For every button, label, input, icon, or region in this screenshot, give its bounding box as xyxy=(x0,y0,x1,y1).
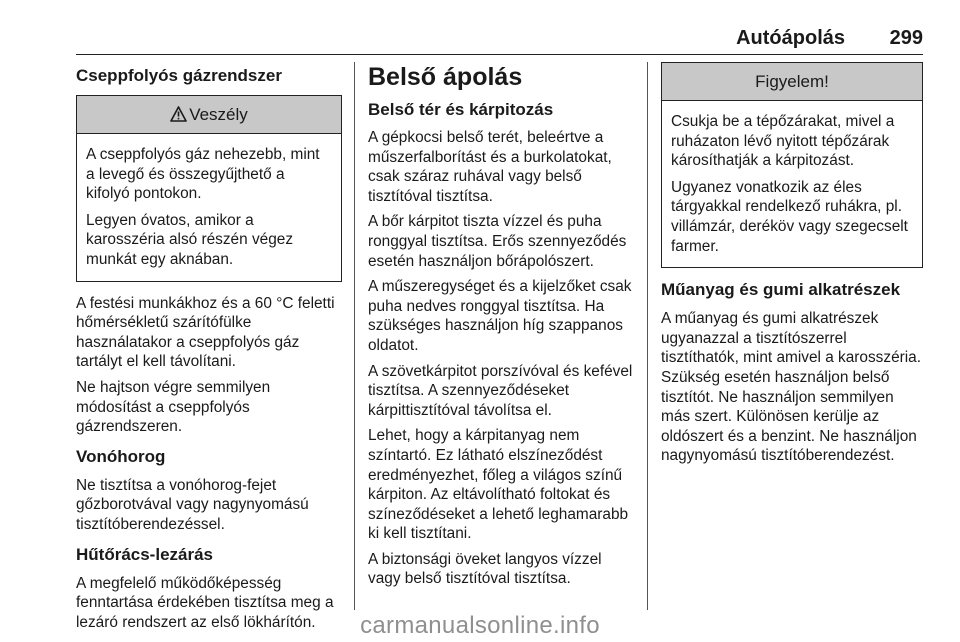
danger-box-title: Veszély xyxy=(189,105,248,124)
caution-text: Ugyanez vonatkozik az éles tárgyakkal rendelkező ruhákra, pl. villámzár, deréköv vagy szegecselt farmer. xyxy=(671,178,908,255)
column-divider xyxy=(647,62,648,610)
danger-text: A cseppfolyós gáz nehezebb, mint a levegő és összegyűjthető a kifolyó pontokon. xyxy=(86,146,320,203)
heading-tow-bar: Vonóhorog xyxy=(76,446,166,466)
paragraph: Ne tisztítsa a vonóhorog-fejet gőzborotvával vagy nagynyomású tisztítóberendezéssel. xyxy=(76,476,309,533)
section-title: Autóápolás xyxy=(736,27,845,49)
paragraph: A műszeregységet és a kijelzőket csak puha nedves ronggyal tisztítsa. Ha szükséges használjon híg szappanos oldatot. xyxy=(368,278,632,354)
subheading-interior-upholstery: Belső tér és kárpitozás xyxy=(368,100,554,119)
heading-lpg-system: Cseppfolyós gázrendszer xyxy=(76,66,282,85)
heading-grille-shutter: Hűtőrács-lezárás xyxy=(76,544,214,564)
paragraph: A megfelelő működőképesség fenntartása érdekében tisztítsa meg a lezáró rendszert az első lökhárítón. xyxy=(76,574,334,631)
danger-box xyxy=(76,95,342,282)
column-right xyxy=(661,62,923,472)
column-left xyxy=(76,62,342,638)
paragraph: Ne hajtson végre semmilyen módosítást a cseppfolyós gázrendszeren. xyxy=(76,378,271,436)
paragraph: A biztonsági öveket langyos vízzel vagy belső tisztítóval tisztítsa. xyxy=(368,550,602,588)
paragraph: A bőr kárpitot tiszta vízzel és puha ronggyal tisztítsa. Erős szennyeződés esetén használjon bőrápolószert. xyxy=(368,213,627,270)
paragraph: A szövetkárpitot porszívóval és kefével tisztítsa. A szennyeződéseket kárpittisztítóval távolítsa el. xyxy=(368,362,633,419)
danger-box-header xyxy=(77,96,341,134)
caution-box-body xyxy=(662,101,922,267)
paragraph: A műanyag és gumi alkatrészek ugyanazzal a tisztítószerrel tisztíthatók, mint amivel a karosszéria. Szükség esetén használjon belső tisztítót. Ne használjon semmilyen más szert. Különösen kerülje az oldószert és a benzint. Ne használjon nagynyomású tisztítóberendezést. xyxy=(661,310,922,465)
page-number: 299 xyxy=(889,27,923,49)
caution-box xyxy=(661,62,923,268)
page-header xyxy=(76,0,923,55)
heading-interior-care: Belső ápolás xyxy=(368,63,523,91)
paragraph: Lehet, hogy a kárpitanyag nem színtartó. Ez látható elszíneződést eredményezhet, főleg a világos színű kárpiton. Az eltávolítható foltokat és színeződéseket a lehető leghamarabb ki kell tisztítani. xyxy=(368,427,629,543)
danger-box-body xyxy=(77,134,341,281)
danger-text: Legyen óvatos, amikor a karosszéria alsó részén végez munkát egy aknában. xyxy=(86,211,294,268)
heading-plastic-rubber-parts: Műanyag és gumi alkatrészek xyxy=(661,280,901,300)
column-divider xyxy=(354,62,355,610)
caution-text: Csukja be a tépőzárakat, mivel a ruházaton lévő nyitott tépőzárak károsíthatják a kárpitozást. xyxy=(671,113,895,170)
caution-box-title: Figyelem! xyxy=(662,63,922,101)
warning-triangle-icon xyxy=(170,98,187,136)
paragraph: A gépkocsi belső terét, beleértve a műszerfalborítást és a burkolatokat, csak száraz ruhával vagy belső tisztítóval tisztítsa. xyxy=(368,129,612,205)
column-middle xyxy=(368,62,634,595)
paragraph: A festési munkákhoz és a 60 °C feletti hőmérsékletű szárítófülke használatakor a cseppfolyós gáz tartályt el kell távolítani. xyxy=(76,294,335,371)
watermark: carmanualsonline.info xyxy=(360,612,600,639)
